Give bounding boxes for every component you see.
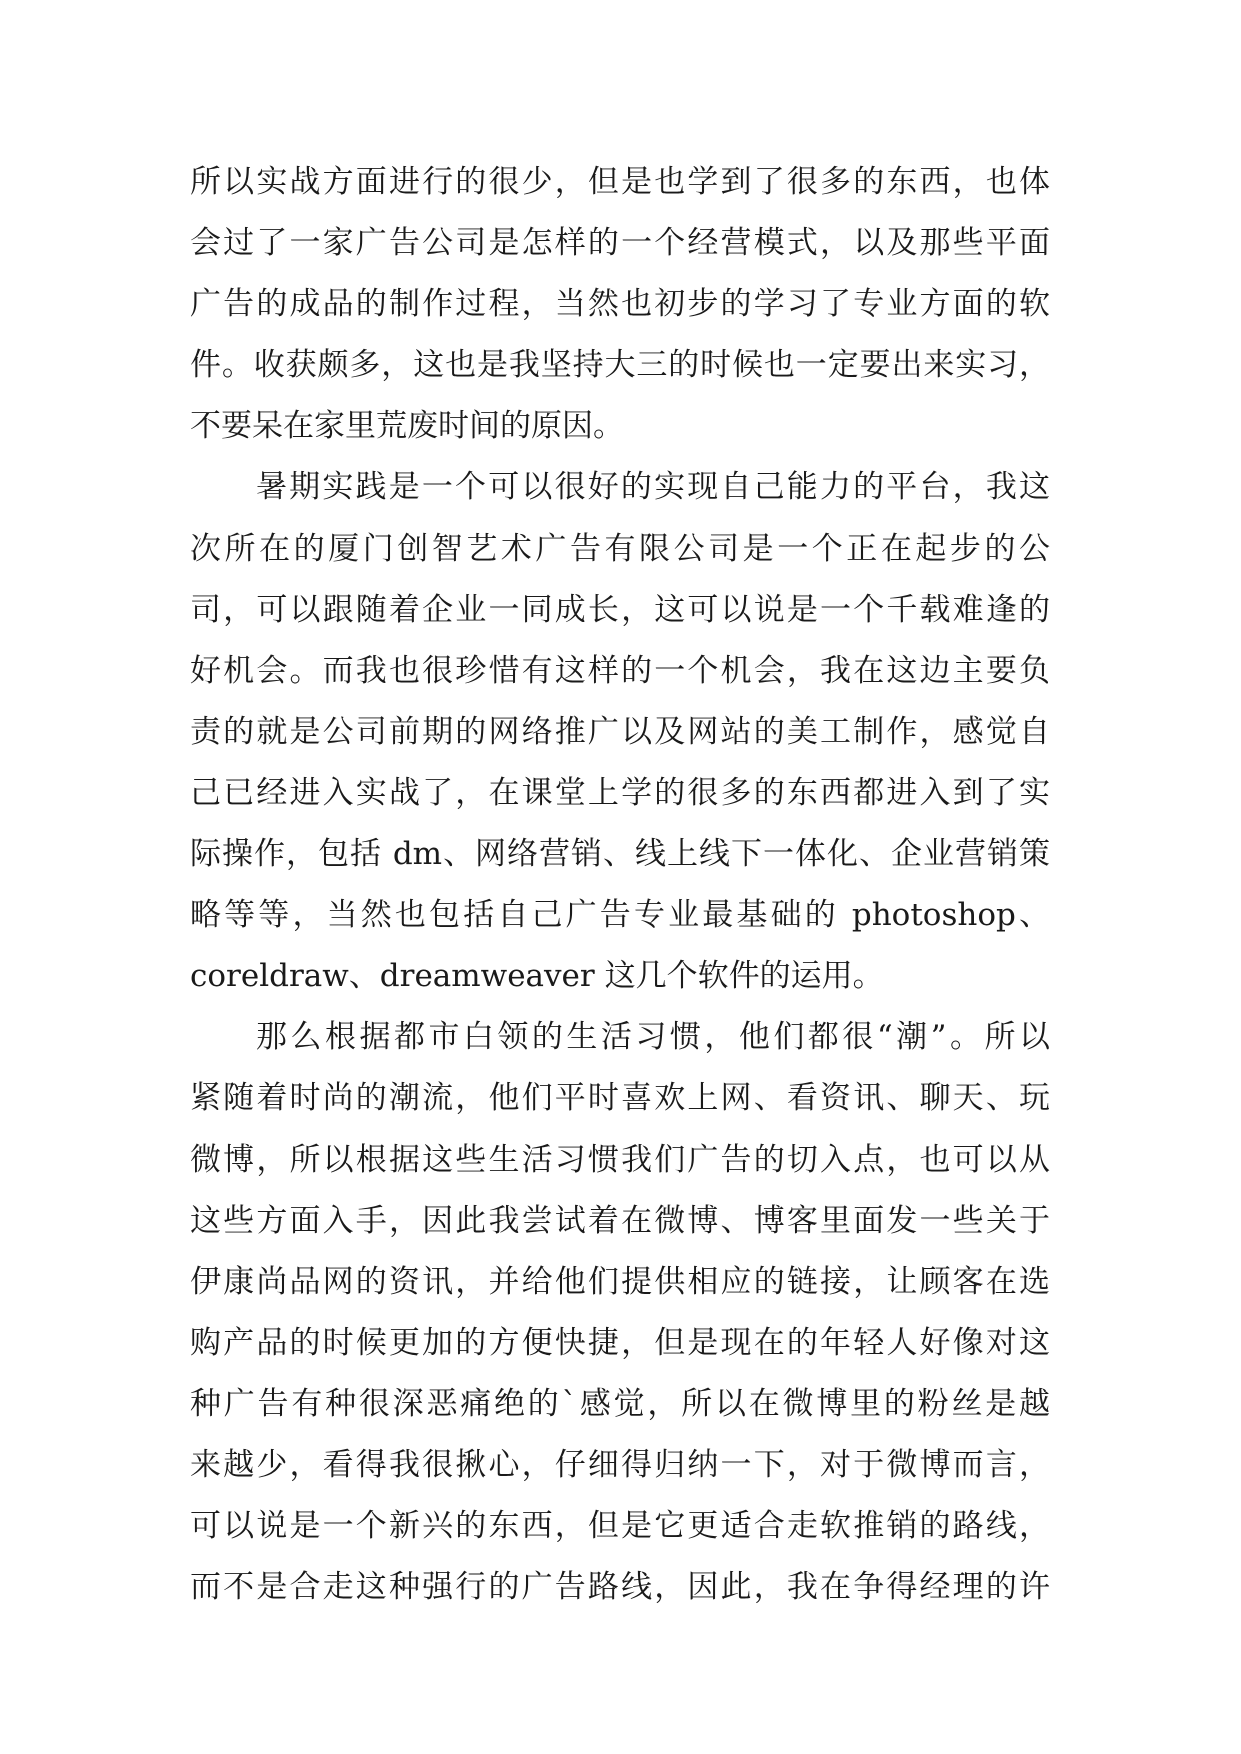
text-line: 这些方面入手，因此我尝试着在微博、博客里面发一些关于 xyxy=(190,1202,1050,1239)
text-line: 购产品的时候更加的方便快捷，但是现在的年轻人好像对这 xyxy=(190,1324,1050,1361)
text-line: 己已经进入实战了，在课堂上学的很多的东西都进入到了实 xyxy=(190,774,1050,811)
text-line: coreldraw、dreamweaver 这几个软件的运用。 xyxy=(190,958,884,995)
text-line: 微博，所以根据这些生活习惯我们广告的切入点，也可以从 xyxy=(190,1141,1050,1178)
text-line: 暑期实践是一个可以很好的实现自己能力的平台，我这 xyxy=(256,469,1050,506)
text-line: 件。收获颇多，这也是我坚持大三的时候也一定要出来实习， xyxy=(190,347,1050,384)
document-body xyxy=(190,152,1050,1618)
text-line: 会过了一家广告公司是怎样的一个经营模式，以及那些平面 xyxy=(190,225,1050,262)
text-line: 际操作，包括 dm、网络营销、线上线下一体化、企业营销策 xyxy=(190,836,1050,873)
text-line: 紧随着时尚的潮流，他们平时喜欢上网、看资讯、聊天、玩 xyxy=(190,1080,1050,1117)
text-line: 司，可以跟随着企业一同成长，这可以说是一个千载难逢的 xyxy=(190,591,1050,628)
text-line: 责的就是公司前期的网络推广以及网站的美工制作，感觉自 xyxy=(190,713,1050,750)
text-line: 伊康尚品网的资讯，并给他们提供相应的链接，让顾客在选 xyxy=(190,1263,1050,1300)
text-line: 次所在的厦门创智艺术广告有限公司是一个正在起步的公 xyxy=(190,530,1050,567)
text-line: 那么根据都市白领的生活习惯，他们都很“潮”。所以 xyxy=(256,1019,1050,1056)
text-line: 可以说是一个新兴的东西，但是它更适合走软推销的路线， xyxy=(190,1508,1050,1545)
text-line: 不要呆在家里荒废时间的原因。 xyxy=(190,408,624,445)
text-line: 来越少，看得我很揪心，仔细得归纳一下，对于微博而言， xyxy=(190,1446,1050,1483)
text-line: 所以实战方面进行的很少，但是也学到了很多的东西，也体 xyxy=(190,164,1050,200)
text-line: 而不是合走这种强行的广告路线，因此，我在争得经理的许 xyxy=(190,1569,1050,1606)
text-line: 广告的成品的制作过程，当然也初步的学习了专业方面的软 xyxy=(190,286,1050,323)
text-line: 好机会。而我也很珍惜有这样的一个机会，我在这边主要负 xyxy=(190,652,1050,689)
text-line: 种广告有种很深恶痛绝的`感觉，所以在微博里的粉丝是越 xyxy=(190,1385,1050,1422)
text-line: 略等等，当然也包括自己广告专业最基础的 photoshop、 xyxy=(190,897,1050,934)
